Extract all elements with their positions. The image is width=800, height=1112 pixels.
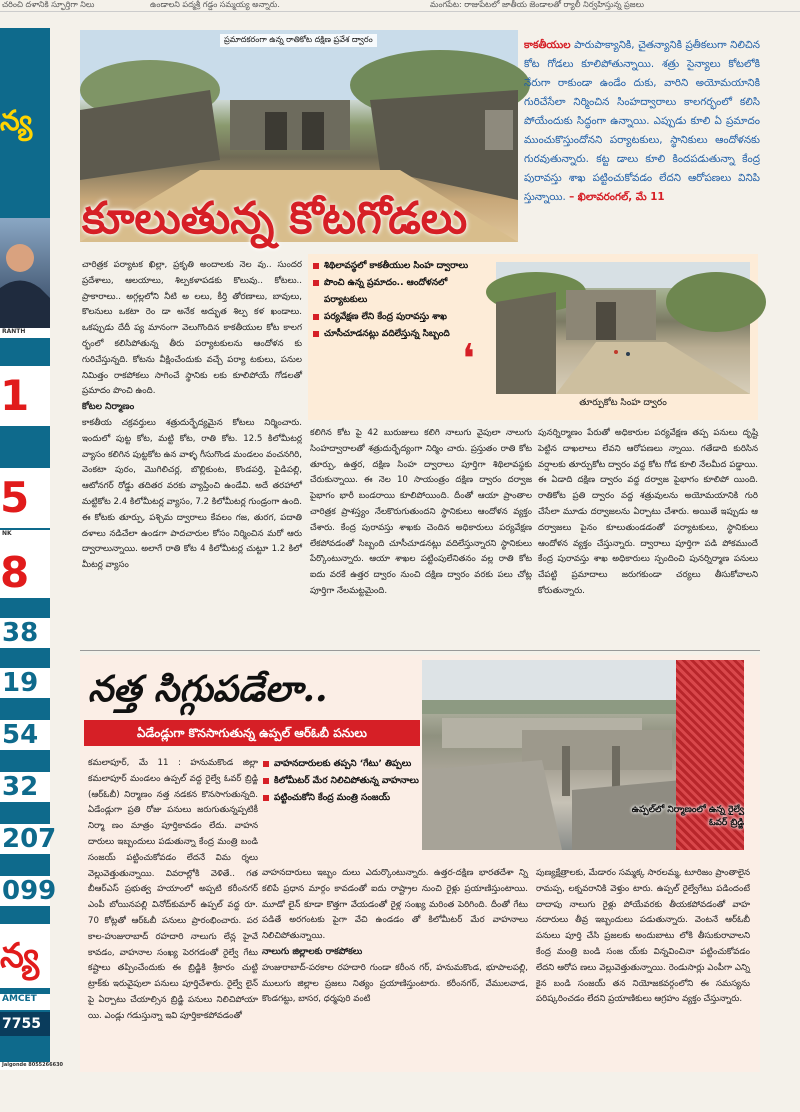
story2-highlight-item: వాహనదారులకు తప్పని ‘గేటు’ తిప్పలు: [262, 756, 422, 773]
ad-rank-4: 38: [0, 618, 50, 648]
story1-col1-text: చారిత్రక పర్యాటక ఖిల్లా, ప్రకృతి అందాలకు నెల వు.. సుందర ప్రదేశాలు, ఆలయాలు, శిల్పకళాపడకు కొలువు.. కోటలు.. ప్రాకారాలు.. అగ్గల్లలోని నీటి అ లలు, కీర్తి తోరణాలు, బావులు, కొలనులు ఒకటా రెం డా అనేక అద్భుత శిల్ప కళ ఖండాలు. ఒకప్పుడు దేదీ ప్య మానంగా వెలుగొందిన కాకతీయుల కోట కాలగ ర్భంలో కలిసిపోతున్న తీరు పర్యాటకులను ఆందోళన కు గురిచేస్తున్నది. కోటను వీక్షించేందుకు వచ్చే పర్యా టకులు, పనుల నిమిత్తం రాకపోకలు సాగించే స్థానికు లకు కూలిపోయే గోడలతో ప్రమాదం పొంచి ఉంది.: [82, 260, 302, 397]
ad-rank-6: 54: [0, 720, 50, 750]
story1-intro-body: పారుపాక్యానికి, చైతన్యానికి ప్రతీకలుగా నిలిచిన కోట గోడలు కూలిపోతున్నాయి. శత్రు సైన్యాలు కోటలోకి నేరుగా రాకుండా ఉండేం దుకు, వారిని అయోమయానికి గురిచేసేలా నిర్మించిన సింహద్వారాలు కాలగర్భంలో కలిసి పోయేందుకు సిద్ధంగా ఉన్నాయి. ఎప్పుడు కూలి ఏ ప్రమాదం ముంచుకొస్తుందోనని పర్యాటకులు, స్థానికులు ఆందోళనకు గురవుతున్నారు. కట్ట డాలు కూలి కిందపడుతున్నా కేంద్ర పురావస్తు శాఖ పట్టించుకోవడం లేదని ఆరోపణలు వినిపి స్తున్నాయి.: [524, 39, 760, 203]
story2-highlight-item: కిలోమీటర్ మేర నిలిచిపోతున్న వాహనాలు: [262, 773, 422, 790]
story1-highlight-item: పర్యవేక్షణ లేని కేంద్ర పురావస్తు శాఖ: [312, 309, 492, 326]
story1-intro: [524, 36, 760, 246]
story2-subheadline: ఏడేండ్లుగా కొనసాగుతున్న ఉప్పల్ ఆర్ఓబీ పనులు: [84, 720, 420, 746]
story2-col3-text: పుణ్యక్షేత్రాలకు, మేడారం సమ్మక్క సారలమ్మ, టూరిజం ప్రాంతాలైన రామప్ప, లక్నవరానికి వెళ్తుం టారు. ఉప్పల్ రైల్వేగేటు పడిందంటే దాదాపు నాలుగు రైళ్లు పోయేవరకు తీయకపోవడంతో వాహ నదారులు తీవ్ర ఇబ్బందులు పడుతున్నారు. వెంటనే ఆర్ఓబీ పనులు పూర్తి చేసి ప్రజలకు అందుబాటు లోకి తీసుకురావాలని కేంద్ర మంత్రి బండి సంజ య్‌కు విన్నవించినా పట్టించుకోవడం లేదని ఆరోప ణలు వెల్లువెత్తుతున్నాయి. రెండుసార్లు ఎంపీగా ఎన్ని కైన బండి సంజయ్ తన నియోజకవర్గంలోని ఈ సమస్యను పరిష్కరించడం లేదని ప్రయాణికులు ఆగ్రహం వ్యక్తం చేస్తున్నారు.: [536, 868, 750, 1005]
ad-rank-7: 32: [0, 772, 50, 802]
story1-col1-text2: కాకతీయ చక్రవర్తులు శత్రుదుర్భేద్యమైన కోటలు నిర్మించారు. ఇందులో పుట్ట కోట, మట్టి కోట, రాతి కోట. 12.5 కిలోమీటర్ల వ్యాసం కలిగిన పుట్టకోట ఉన వాళ్ళ గీసుగొండ మండలం వంచనగిరి, వెంకటా పురం, మొగిలిచర్ల, బొల్లికుంట, కొండపర్తి, పైడిపల్లి, ఆటోనగర్ రోడ్డు తదితర వరకు వ్యాప్తించి ఉండేవి. అదే తరహాలో మట్టికోట 2.4 కిలోమీటర్ల వ్యాసం, 7.2 కిలోమీటర్ల గుండ్రంగా ఉంది. ఈ కోటకు తూర్పు, పశ్చిమ ద్వారాలు కేవలం గజ, తురగ, పదాతి దళాలు నడిచేలా ఉండగా పాదచారుల కోసం నిర్మించిన మరో ఆరు ద్వారాలున్నాయి. అలాగే రాతి కోట 4 కిలోమీటర్ల చుట్టూ 1.2 కిలో మీటర్ల వ్యాసం: [82, 417, 302, 571]
rob-photo-caption: ఉప్పల్‌లో నిర్మాణంలో ఉన్న రైల్వే ఓవర్ బ్రిడ్జి: [631, 805, 744, 828]
ad-bottom-note: Jalgonde 8055266630: [2, 1062, 64, 1068]
ad-exam-name: AMCET: [0, 994, 50, 1010]
story2-col2-text: వాహనదారులు ఇబ్బం దులు ఎదుర్కొంటున్నారు. ఉత్తర-దక్షిణ భారతదేశా న్ని కలిపే ప్రధాన మార్గం కావడంతో ఐదు రాష్ట్రాల నుంచి రైళ్లు ప్రయాణిస్తుంటాయి. మూడో లైన్ కూడా కొత్తగా వేయడంతో రైళ్ల సంఖ్య మరింత పెరిగింది. దీంతో గేటు పడితే అరగంటకు పైగా వేచి ఉండడం తో కిలోమీటర్ మేర వాహనాలు నిలిచిపోతున్నాయి.: [262, 868, 528, 942]
ad-person-name: RANTH: [0, 328, 50, 338]
story2-col2-subhead: నాలుగు జిల్లాలకు రాకపోకలు: [262, 946, 363, 957]
ad-phone: 7755: [0, 1012, 50, 1036]
story1-col2-text: కలిగిన కోట పై 42 బురుజులు కలిగి నాలుగు వైపులా నాలుగు సింహద్వారాలతో శత్రుదుర్భేద్యంగా నిర్మిం చారు. ప్రస్తుతం రాతి కోట తూర్పు, ఉత్తర, దక్షిణ సింహ ద్వారాలు పూర్తిగా శిథిలావస్థకు చేరుకున్నాయి. ఈ నెల 10 సాయంత్రం దక్షిణ ద్వారం దర్వాజ పైభాగం భారీ బండరాయి కూలిపోయింది. దీంతో ఆయా ప్రాంతాల చారిత్రక ప్రాశస్త్యం నేలకొరుగుతుందని స్థానికులు ఆందోళన వ్యక్తం చేశారు. కేంద్ర పురావస్తు శాఖకు చెందిన అధికారులు పర్యవేక్షణ లేకపోవడంతో సిబ్బంది చూసీచూడనట్లు వదిలేస్తున్నారని స్థానికులు పేర్కొంటున్నారు. ఆయా శాఖల పట్టింపులేనితనం వల్ల రాతి కోట ఐదు వరకే ఉత్తర ద్వారం నుంచి దక్షిణ ద్వారం వరకు పలు చోట్ల పూర్తిగా నేలమట్టమైంది.: [310, 428, 532, 596]
story2-column-2: [262, 866, 528, 1062]
east-gate-illustration: [496, 262, 750, 394]
story1-highlight-item: చూసీచూడనట్లు వదిలేస్తున్న సిబ్బంది: [312, 326, 492, 343]
story2-col1-text: కమలాపూర్, మే 11 : హనుమకొండ జిల్లా కమలాపూర్ మండలం ఉప్పల్ వద్ద రైల్వే ఓవర్ బ్రిడ్జి (ఆర్ఓబీ) నిర్మాణం నత్త నడకన కొనసాగుతున్నది. ఏడేండ్లుగా ప్రతి రోజు పనులు జరుగుతున్నప్పటికీ నిర్మా ణం మాత్రం పూర్తికావడం లేదు. వాహన దారులు ఇబ్బందులు పడుతున్నా కేంద్ర మంత్రి బండి సంజయ్ పట్టించుకోవడం లేదనే విమ ర్శలు వెల్లువెత్తుతున్నాయి. వివరాల్లోకి వెళితే.. గత బీఆర్ఎస్ ప్రభుత్వ హయాంలో అప్పటి కరీంనగర్ ఎంపీ బోయినపల్లి వినోద్‌కుమార్ ఉప్పల్ వద్ద రూ. 70 కోట్లతో ఆర్ఓబీ పనులు ప్రారంభించారు. పర కాల-హుజురాబాద్ రహదారి నాలుగు లేన్ల హైవే కావడం, వాహనాల సంఖ్య పెరగడంతో రైల్వే గేటు కష్టాలు తప్పించేందుకు ఈ బ్రిడ్జికి శ్రీకారం చుట్టి ట్రాక్‌కు ఇరువైపులా పనులు పూర్తిచేశారు. రైల్వే లైన్ పై ఏర్పాటు చేయాల్సిన బ్రిడ్జి పనులు నిలిచిపోయా యి. ఎండ్లు గడుస్తున్నా ఇవి పూర్తికాకపోవడంతో: [88, 758, 258, 1021]
ad-rank-5: 19: [0, 668, 50, 698]
top-strip-left: చరించి దళానికి స్ఫూర్తిగా నిలు: [2, 0, 95, 9]
east-gate-photo: [496, 262, 750, 394]
ad-rank-1: 1: [0, 366, 50, 426]
story1-dateline: – ఖిలావరంగల్, మే 11: [569, 191, 665, 203]
story2-highlight-item: పట్టించుకోని కేంద్ర మంత్రి సంజయ్: [262, 790, 422, 807]
story1-highlight-item: శిథిలావస్థలో కాకతీయుల సింహ ద్వారాలు: [312, 258, 492, 275]
story2-column-3: [536, 866, 750, 1062]
advertisement-column: [0, 28, 64, 1070]
fort-gate-photo-caption: ప్రమాదకరంగా ఉన్న రాతికోట దక్షిణ ప్రవేశ ద్వారం: [220, 34, 377, 47]
story2-column-1: [88, 756, 258, 1062]
story1-col1-subhead: కోటల నిర్మాణం: [82, 402, 135, 413]
ad-rank-9: 099: [2, 876, 57, 906]
story1-column-3: [538, 426, 758, 644]
story2-col2-text2: హుజురాబాద్-పరకాల రహదారి గుండా కరీంన గర్, హనుమకొండ, భూపాలపల్లి, ములుగు జిల్లాల ప్రజలు నిత్యం ప్రయాణిస్తుంటారు. కరీంనగర్, వేములవాడ, కొండగట్టు, బాసర, ధర్మపురి వంటి: [262, 962, 528, 1005]
section-divider: [80, 650, 760, 651]
story2-headline: నత్త సిగ్గుపడేలా..: [88, 668, 328, 710]
east-gate-caption: తూర్పుకోట సింహ ద్వారం: [579, 398, 667, 408]
top-strip: [0, 0, 800, 12]
story1-column-1: [82, 258, 302, 644]
story1-column-2: [310, 426, 532, 644]
story1-highlight-item: పొంచి ఉన్న ప్రమాదం.. ఆందోళనలో పర్యాటకులు: [312, 275, 492, 309]
story1-intro-lead: కాకతీయుల: [524, 39, 571, 51]
ad-rank-8: 207: [2, 824, 57, 854]
story1-col3-text: పునర్నిర్మాణం పేరుతో అధికారుల పర్యవేక్షణ తప్ప పనులు దృష్టి పెట్టిన దాఖలాలు లేవని ఆరోపణలు న్నాయి. గతేడాది కురిసిన వర్షాలకు తూర్పుకోట ద్వారం వద్ద కోట గోడ కూలి నేలమీద పడ్డాయి. ఈ ఏడాది దక్షిణ ద్వారం వద్ద దర్వాజ పైభాగం కూలిపో యింది. రాతికోట ప్రతి ద్వారం వద్ద శత్రువులను అయోమయానికి గురి చేసేలా మూడు దర్వాజలను ఏర్పాటు చేశారు. అయితే ఇప్పుడు ఆ దర్వాజలు పైనం కూలుతుండడంతో పర్యాటకులు, స్థానికులు ఆందోళన వ్యక్తం చేస్తున్నారు. ద్వారాలు పూర్తిగా పడి పోకముందే కేంద్ర పురావస్తు శాఖ అధికారులు స్పందించి పునర్నిర్మాణ పనులు చేపట్టి ప్రమాదాలు జరుగకుండా చర్యలు తీసుకోవాలని కోరుతున్నారు.: [538, 428, 758, 596]
ad-rank-3: 8: [0, 548, 50, 598]
ad-rank-2: 5: [0, 468, 50, 528]
top-strip-mid: ఉండాలని పద్మశ్రీ గడ్డం సమ్మయ్య అన్నారు.: [150, 0, 280, 9]
person-silhouette-icon: [0, 218, 50, 328]
story2-highlights: [262, 756, 422, 860]
story1-headline: కూలుతున్న కోటగోడలు: [82, 193, 468, 244]
ad-rank-label: NK: [0, 530, 50, 548]
ad-footer-brand: న్య: [0, 924, 50, 988]
quote-mark-icon: ❛: [462, 336, 475, 382]
ad-person-photo: [0, 218, 50, 328]
ad-brand-mark: న్య: [0, 104, 33, 137]
top-strip-right: మంగపేట: రాజుపేటలో జాతీయ జెండాలతో ర్యాలీ నిర్వహిస్తున్న ప్రజలు: [430, 0, 645, 9]
